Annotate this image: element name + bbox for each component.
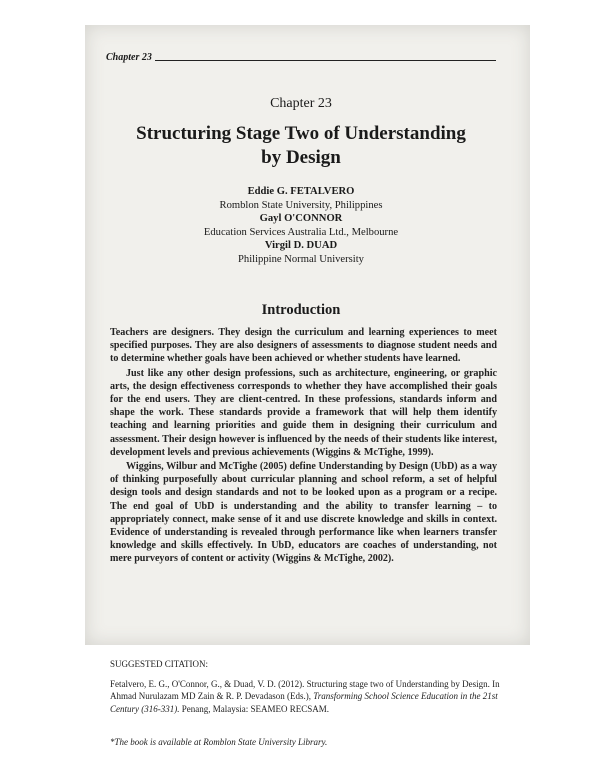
running-head-rule bbox=[155, 60, 496, 61]
paragraph: Teachers are designers. They design the curriculum and learning experiences to meet specified purposes. They are also designers of assessments to diagnose student needs and to determine whether goals have been achieved or whether students have learned. bbox=[110, 327, 497, 365]
body-text bbox=[110, 326, 497, 567]
paragraph: Just like any other design professions, such as architecture, engineering, or graphic arts, the design effectiveness corresponds to whether they have accomplished their goals for the end users. They are client-centred. In these professions, standards inform and shape the work. These standards provide a framework that will help them identify teaching and learning priorities and guide them in designing their curriculum and assessment. Their design however is influenced by the needs of their students like interest, development levels and previous achievements (Wiggins & McTighe, 1999). bbox=[110, 367, 497, 458]
title-line-2: by Design bbox=[261, 147, 341, 168]
title-line-1: Structuring Stage Two of Understanding bbox=[136, 123, 466, 144]
running-head-label: Chapter 23 bbox=[106, 52, 152, 63]
author-name: Eddie G. FETALVERO bbox=[247, 186, 355, 197]
running-head bbox=[106, 52, 496, 63]
citation-publisher: Penang, Malaysia: SEAMEO RECSAM. bbox=[181, 703, 329, 714]
paragraph: Wiggins, Wilbur and McTighe (2005) define Understanding by Design (UbD) as a way of thinking purposefully about curricular planning and school reform, a set of helpful design tools and design standards and not to be looked upon as a program or a recipe. The end goal of UbD is understanding and the ability to transfer learning – to appropriately connect, make sense of it and use discrete knowledge and skills in context. Evidence of understanding is revealed through performance like when learners transfer knowledge and skills effectively. In UbD, educators are coaches of understanding, not mere purveyors of content or activity (Wiggins & McTighe, 2002). bbox=[110, 461, 497, 565]
citation-heading: SUGGESTED CITATION: bbox=[110, 659, 209, 669]
citation-text bbox=[110, 678, 510, 716]
author-name: Virgil D. DUAD bbox=[264, 240, 338, 251]
chapter-title bbox=[106, 122, 496, 170]
availability-note: *The book is available at Romblon State University Library. bbox=[110, 737, 328, 747]
author-affiliation: Education Services Australia Ltd., Melbourne bbox=[203, 226, 399, 238]
citation-book-title: Transforming School Science Education in the 21st Century (316-331). bbox=[110, 691, 498, 714]
author-name: Gayl O'CONNOR bbox=[259, 213, 343, 224]
suggested-citation bbox=[110, 658, 510, 715]
chapter-label: Chapter 23 bbox=[270, 96, 332, 111]
author-block bbox=[106, 185, 496, 266]
author-affiliation: Philippine Normal University bbox=[238, 253, 364, 265]
section-heading: Introduction bbox=[261, 302, 341, 318]
author-affiliation: Romblon State University, Philippines bbox=[219, 199, 383, 211]
citation-authors: Fetalvero, E. G., O'Connor, G., & Duad, V. D. (2012). Structuring stage two of Understanding by Design. In Ahmad Nurulazam MD Zain & R. P. Devadason (Eds.), bbox=[110, 678, 500, 702]
